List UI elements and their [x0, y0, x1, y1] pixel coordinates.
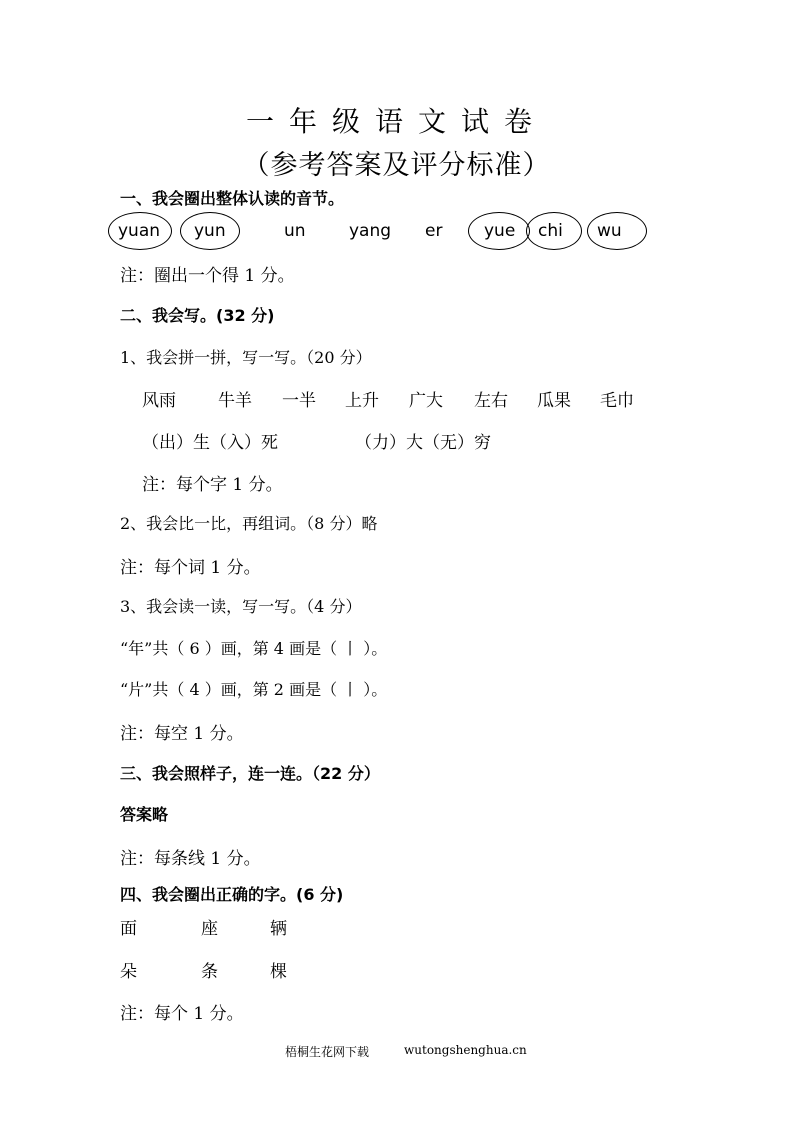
char-option: 面 — [120, 919, 137, 939]
section1-note: 注：圈出一个得 1 分。 — [120, 266, 295, 286]
footer-url: wutongshenghua.cn — [404, 1043, 527, 1057]
char-option: 座 — [201, 919, 218, 939]
char-option: 朵 — [120, 962, 137, 982]
syllable: yang — [349, 221, 392, 241]
q2-label: 2、我会比一比，再组词。（8 分）略 — [120, 514, 378, 533]
q2-note: 注：每个词 1 分。 — [120, 558, 261, 578]
syllable: er — [425, 221, 443, 241]
section4-heading: 四、我会圈出正确的字。(6 分) — [120, 885, 344, 904]
page-subtitle: （参考答案及评分标准） — [242, 150, 551, 181]
answer-word: 上升 — [345, 391, 379, 411]
q3-line2: “片”共（ 4 ）画，第 2 画是（ 丨 ）。 — [120, 680, 388, 699]
char-option: 棵 — [270, 962, 287, 982]
footer-source: 梧桐生花网下载 — [285, 1045, 370, 1059]
idiom-answer: （出）生（入）死 — [142, 433, 278, 453]
idiom-answer: （力）大（无）穷 — [355, 433, 491, 453]
section3-answer: 答案略 — [120, 805, 169, 824]
section4-note: 注：每个 1 分。 — [120, 1004, 244, 1024]
q3-label: 3、我会读一读，写一写。（4 分） — [120, 597, 362, 616]
answer-word: 广大 — [409, 391, 443, 411]
char-option: 辆 — [270, 919, 287, 939]
answer-word: 瓜果 — [537, 391, 571, 411]
answer-word: 左右 — [474, 391, 508, 411]
section3-heading: 三、我会照样子，连一连。（22 分） — [120, 764, 380, 783]
section3-note: 注：每条线 1 分。 — [120, 849, 261, 869]
syllable: yue — [484, 221, 516, 241]
section2-heading: 二、我会写。(32 分) — [120, 306, 275, 325]
q3-note: 注：每空 1 分。 — [120, 724, 244, 744]
q1-note: 注：每个字 1 分。 — [142, 475, 283, 495]
answer-word: 毛巾 — [600, 391, 634, 411]
answer-word: 风雨 — [142, 391, 176, 411]
answer-word: 一半 — [282, 391, 316, 411]
syllable: un — [284, 221, 306, 241]
answer-word: 牛羊 — [218, 391, 252, 411]
section1-heading: 一、我会圈出整体认读的音节。 — [120, 189, 345, 208]
syllable: yuan — [118, 221, 161, 241]
char-option: 条 — [201, 962, 218, 982]
syllable: yun — [194, 221, 226, 241]
syllable: wu — [597, 221, 622, 241]
page-title: 一年级语文试卷 — [245, 105, 547, 138]
q1-label: 1、我会拼一拼，写一写。（20 分） — [120, 348, 372, 367]
syllable: chi — [538, 221, 563, 241]
q3-line1: “年”共（ 6 ）画，第 4 画是（ 丨 ）。 — [120, 639, 388, 658]
